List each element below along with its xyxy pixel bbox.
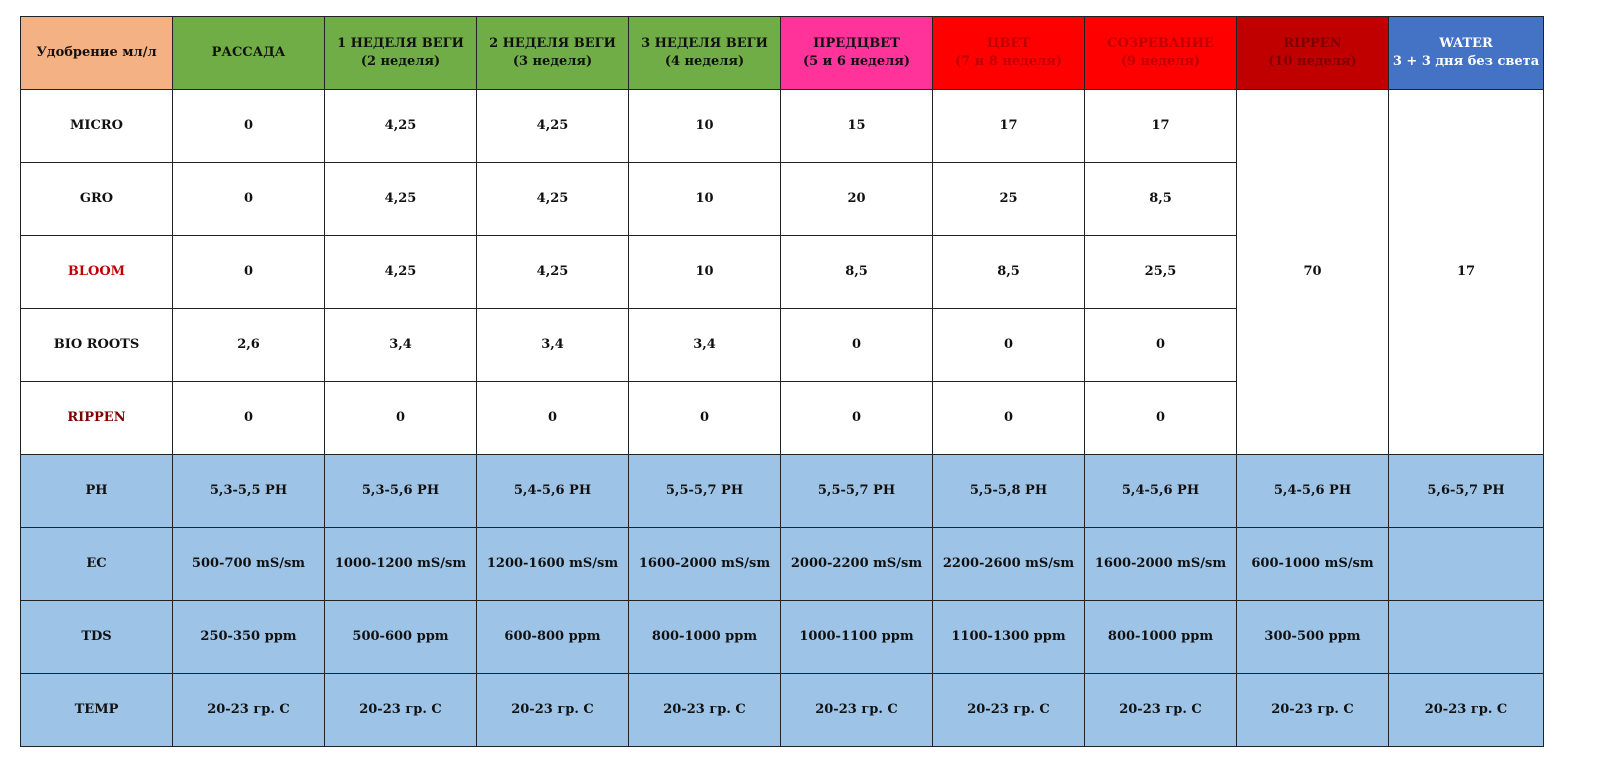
stage-header-rassada: [173, 17, 325, 90]
nutrient-row-micro: [21, 90, 1544, 163]
stage-name: ПРЕДЦВЕТ: [813, 36, 900, 52]
table-cell: 800-1000 ppm: [629, 601, 781, 674]
stage-name: РАССАДА: [211, 45, 286, 61]
row-label-ph: PH: [21, 455, 173, 528]
table-cell: 500-600 ppm: [325, 601, 477, 674]
row-label-gro: GRO: [21, 163, 173, 236]
table-cell: 20-23 гр. С: [325, 674, 477, 747]
table-cell: 15: [781, 90, 933, 163]
table-cell: 5,3-5,5 PH: [173, 455, 325, 528]
stage-sub: (5 и 6 неделя): [802, 54, 911, 69]
table-cell: 800-1000 ppm: [1085, 601, 1237, 674]
table-cell: 250-350 ppm: [173, 601, 325, 674]
table-cell: 8,5: [933, 236, 1085, 309]
table-cell: 20-23 гр. С: [781, 674, 933, 747]
table-cell: 20: [781, 163, 933, 236]
table-cell: 3,4: [629, 309, 781, 382]
row-label-rippen: RIPPEN: [21, 382, 173, 455]
stage-sub: (9 неделя): [1120, 54, 1201, 69]
stage-name: 3 НЕДЕЛЯ ВЕГИ: [641, 36, 768, 52]
table-cell: 0: [1085, 382, 1237, 455]
stage-header-rippen: [1237, 17, 1389, 90]
table-cell: 4,25: [325, 163, 477, 236]
table-cell: 5,4-5,6 PH: [477, 455, 629, 528]
param-row-tds: [21, 601, 1544, 674]
table-cell: 0: [477, 382, 629, 455]
table-cell: 20-23 гр. С: [1389, 674, 1544, 747]
header-row: [21, 17, 1544, 90]
table-cell: 5,5-5,7 PH: [781, 455, 933, 528]
stage-name: RIPPEN: [1283, 36, 1342, 52]
table-cell: 20-23 гр. С: [1237, 674, 1389, 747]
table-cell: 8,5: [781, 236, 933, 309]
table-cell: 0: [629, 382, 781, 455]
table-cell: 2000-2200 mS/sm: [781, 528, 933, 601]
table-cell: [1389, 601, 1544, 674]
stage-sub: 3 + 3 дня без света: [1392, 54, 1540, 69]
stage-name: ЦВЕТ: [986, 36, 1031, 52]
table-cell: 17: [1085, 90, 1237, 163]
table-cell: 300-500 ppm: [1237, 601, 1389, 674]
table-cell: 5,6-5,7 PH: [1389, 455, 1544, 528]
stage-header-pre-bloom: [781, 17, 933, 90]
table-cell: 500-700 mS/sm: [173, 528, 325, 601]
table-cell: 0: [325, 382, 477, 455]
table-cell: 5,3-5,6 PH: [325, 455, 477, 528]
row-label-ec: EC: [21, 528, 173, 601]
table-cell: 1100-1300 ppm: [933, 601, 1085, 674]
row-label-tds: TDS: [21, 601, 173, 674]
table-cell: 0: [173, 236, 325, 309]
table-cell: 20-23 гр. С: [173, 674, 325, 747]
stage-header-veg-week-3: [629, 17, 781, 90]
table-cell: 0: [173, 382, 325, 455]
table-cell: 25,5: [1085, 236, 1237, 309]
row-label-temp: TEMP: [21, 674, 173, 747]
stage-header-veg-week-2: [477, 17, 629, 90]
stage-name: СОЗРЕВАНИЕ: [1107, 36, 1214, 52]
table-cell: 600-800 ppm: [477, 601, 629, 674]
table-cell: 1600-2000 mS/sm: [629, 528, 781, 601]
table-cell: 1600-2000 mS/sm: [1085, 528, 1237, 601]
param-row-temp: [21, 674, 1544, 747]
table-cell: 3,4: [477, 309, 629, 382]
table-cell: 1000-1100 ppm: [781, 601, 933, 674]
table-cell: 17: [933, 90, 1085, 163]
table-cell: 20-23 гр. С: [477, 674, 629, 747]
table-cell: 20-23 гр. С: [629, 674, 781, 747]
table-cell: 10: [629, 90, 781, 163]
table-cell: 10: [629, 236, 781, 309]
table-cell: 4,25: [477, 163, 629, 236]
table-cell: 600-1000 mS/sm: [1237, 528, 1389, 601]
feeding-schedule-table: [20, 16, 1544, 747]
table-cell: 4,25: [325, 90, 477, 163]
stage-header-water: [1389, 17, 1544, 90]
table-cell: 8,5: [1085, 163, 1237, 236]
table-cell: 1200-1600 mS/sm: [477, 528, 629, 601]
stage-sub: (7 и 8 неделя): [954, 54, 1063, 69]
stage-header-veg-week-1: [325, 17, 477, 90]
stage-header-bloom: [933, 17, 1085, 90]
stage-sub: (10 неделя): [1268, 54, 1357, 69]
table-cell: 2200-2600 mS/sm: [933, 528, 1085, 601]
table-cell: 25: [933, 163, 1085, 236]
stage-sub: (3 неделя): [512, 54, 593, 69]
table-cell: 5,5-5,7 PH: [629, 455, 781, 528]
table-cell: 0: [781, 309, 933, 382]
table-cell: 4,25: [477, 90, 629, 163]
param-row-ph: [21, 455, 1544, 528]
table-cell: 0: [1085, 309, 1237, 382]
stage-sub: (4 неделя): [664, 54, 745, 69]
table-cell: 3,4: [325, 309, 477, 382]
rippen-total-cell: 70: [1237, 90, 1389, 455]
row-label-bloom: BLOOM: [21, 236, 173, 309]
table-cell: 4,25: [477, 236, 629, 309]
table-cell: 20-23 гр. С: [1085, 674, 1237, 747]
water-total-cell: 17: [1389, 90, 1544, 455]
table-cell: 5,4-5,6 PH: [1085, 455, 1237, 528]
stage-name: WATER: [1439, 36, 1493, 52]
row-label-micro: MICRO: [21, 90, 173, 163]
table-cell: 1000-1200 mS/sm: [325, 528, 477, 601]
table-cell: [1389, 528, 1544, 601]
stage-header-ripening: [1085, 17, 1237, 90]
stage-name: 2 НЕДЕЛЯ ВЕГИ: [489, 36, 616, 52]
table-cell: 20-23 гр. С: [933, 674, 1085, 747]
table-cell: 0: [781, 382, 933, 455]
table-cell: 0: [933, 382, 1085, 455]
table-cell: 0: [933, 309, 1085, 382]
table-cell: 0: [173, 163, 325, 236]
table-cell: 5,5-5,8 PH: [933, 455, 1085, 528]
table-cell: 5,4-5,6 PH: [1237, 455, 1389, 528]
table-cell: 2,6: [173, 309, 325, 382]
row-label-bio-roots: BIO ROOTS: [21, 309, 173, 382]
stage-sub: (2 неделя): [360, 54, 441, 69]
stage-name: 1 НЕДЕЛЯ ВЕГИ: [337, 36, 464, 52]
corner-header: Удобрение мл/л: [21, 17, 173, 90]
table-cell: 4,25: [325, 236, 477, 309]
table-cell: 0: [173, 90, 325, 163]
param-row-ec: [21, 528, 1544, 601]
table-cell: 10: [629, 163, 781, 236]
